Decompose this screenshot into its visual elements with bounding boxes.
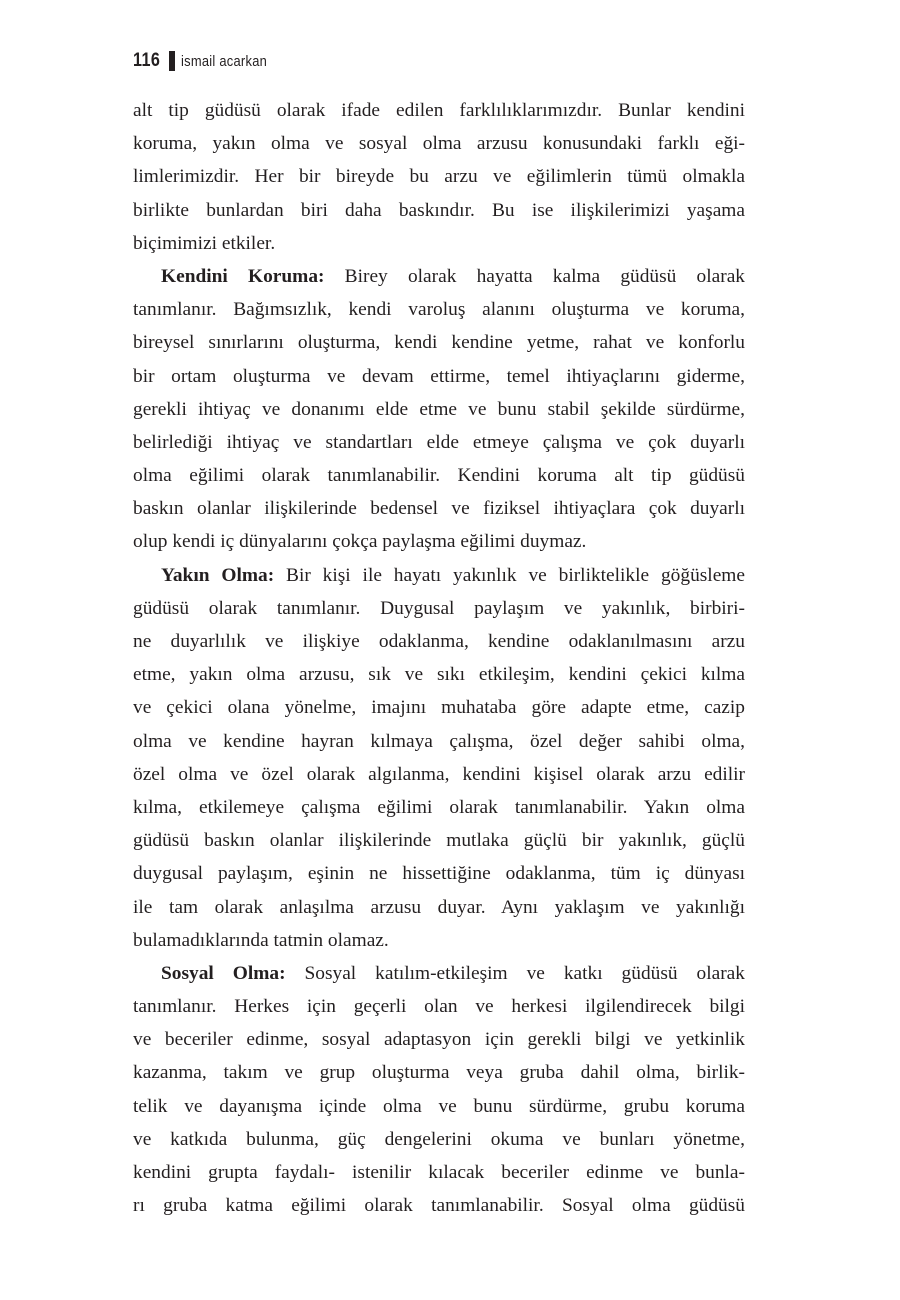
- text-fragment: Bir kişi ile hayatı yakınlık ve birliktelikle göğüsleme: [274, 564, 745, 586]
- text-line: bir ortam oluşturma ve devam ettirme, temel ihtiyaçlarını giderme,: [133, 365, 745, 387]
- author-name: ismail acarkan: [181, 52, 268, 70]
- text-line: bulamadıklarında tatmin olamaz.: [133, 929, 389, 951]
- body-text: [133, 94, 745, 1222]
- text-line: kılma, etkilemeye çalışma eğilimi olarak tanımlanabilir. Yakın olma: [133, 796, 745, 818]
- text-line-with-term: [133, 957, 745, 990]
- text-line: biçimimizi etkiler.: [133, 232, 276, 254]
- text-line: kendini grupta faydalı- istenilir kılacak beceriler edinme ve bunla-: [133, 1162, 745, 1183]
- text-line: duygusal paylaşım, eşinin ne hissettiğine odaklanma, tüm iç dünyası: [133, 863, 745, 885]
- term-heading: Sosyal Olma:: [161, 962, 286, 984]
- text-line: özel olma ve özel olarak algılanma, kendini kişisel olarak arzu edilir: [133, 763, 745, 785]
- term-heading: Yakın Olma:: [161, 564, 275, 586]
- text-line: telik ve dayanışma içinde olma ve bunu sürdürme, grubu koruma: [133, 1095, 745, 1117]
- text-line: alt tip güdüsü olarak ifade edilen farklılıklarımızdır. Bunlar kendini: [133, 100, 745, 121]
- text-line: gerekli ihtiyaç ve donanımı elde etme ve bunu stabil şekilde sürdürme,: [133, 398, 745, 420]
- text-line: ile tam olarak anlaşılma arzusu duyar. Aynı yaklaşım ve yakınlığı: [133, 896, 745, 918]
- term-heading: Kendini Koruma:: [161, 265, 325, 287]
- text-line: olup kendi iç dünyalarını çokça paylaşma eğilimi duymaz.: [133, 531, 587, 553]
- page-number: 116: [133, 50, 161, 71]
- text-line: tanımlanır. Bağımsızlık, kendi varoluş alanını oluşturma ve koruma,: [133, 299, 745, 321]
- text-line-with-term: [133, 559, 745, 592]
- text-fragment: Birey olarak hayatta kalma güdüsü olarak: [324, 265, 745, 287]
- text-line: güdüsü olarak tanımlanır. Duygusal paylaşım ve yakınlık, birbiri-: [133, 597, 745, 619]
- text-line: olma ve kendine hayran kılmaya çalışma, özel değer sahibi olma,: [133, 730, 745, 752]
- text-line: güdüsü baskın olanlar ilişkilerinde mutlaka güçlü bir yakınlık, güçlü: [133, 830, 745, 852]
- text-line: ve katkıda bulunma, güç dengelerini okuma ve bunları yönetme,: [133, 1128, 745, 1150]
- text-line: birlikte bunlardan biri daha baskındır. Bu ise ilişkilerimizi yaşama: [133, 199, 745, 221]
- text-line: ve çekici olana yönelme, imajını muhataba göre adapte etme, cazip: [133, 697, 745, 719]
- text-fragment: Sosyal katılım-etkileşim ve katkı güdüsü olarak: [285, 962, 745, 984]
- text-line: rı gruba katma eğilimi olarak tanımlanabilir. Sosyal olma güdüsü: [133, 1195, 745, 1217]
- paragraph-intro-continuation: [133, 94, 745, 260]
- paragraph-yakin-olma: [133, 559, 745, 957]
- text-line: limlerimizdir. Her bir bireyde bu arzu ve eğilimlerin tümü olmakla: [133, 166, 745, 188]
- paragraph-sosyal-olma: [133, 957, 745, 1223]
- text-line: etme, yakın olma arzusu, sık ve sıkı etkileşim, kendini çekici kılma: [133, 664, 745, 686]
- text-line: ve beceriler edinme, sosyal adaptasyon için gerekli bilgi ve yetkinlik: [133, 1029, 745, 1051]
- text-line: belirlediği ihtiyaç ve standartları elde etmeye çalışma ve çok duyarlı: [133, 431, 745, 453]
- text-line: olma eğilimi olarak tanımlanabilir. Kendini koruma alt tip güdüsü: [133, 465, 745, 487]
- paragraph-kendini-koruma: [133, 260, 745, 559]
- text-line: kazanma, takım ve grup oluşturma veya gruba dahil olma, birlik-: [133, 1062, 745, 1084]
- text-line: bireysel sınırlarını oluşturma, kendi kendine yetme, rahat ve konforlu: [133, 332, 745, 354]
- text-line: koruma, yakın olma ve sosyal olma arzusu konusundaki farklı eği-: [133, 133, 745, 155]
- running-header: [133, 50, 281, 72]
- text-line: tanımlanır. Herkes için geçerli olan ve herkesi ilgilendirecek bilgi: [133, 996, 745, 1018]
- text-line: baskın olanlar ilişkilerinde bedensel ve fiziksel ihtiyaçlara çok duyarlı: [133, 498, 745, 520]
- text-line: ne duyarlılık ve ilişkiye odaklanma, kendine odaklanılmasını arzu: [133, 631, 745, 652]
- header-divider-bar: [169, 51, 175, 71]
- text-line-with-term: [133, 260, 745, 293]
